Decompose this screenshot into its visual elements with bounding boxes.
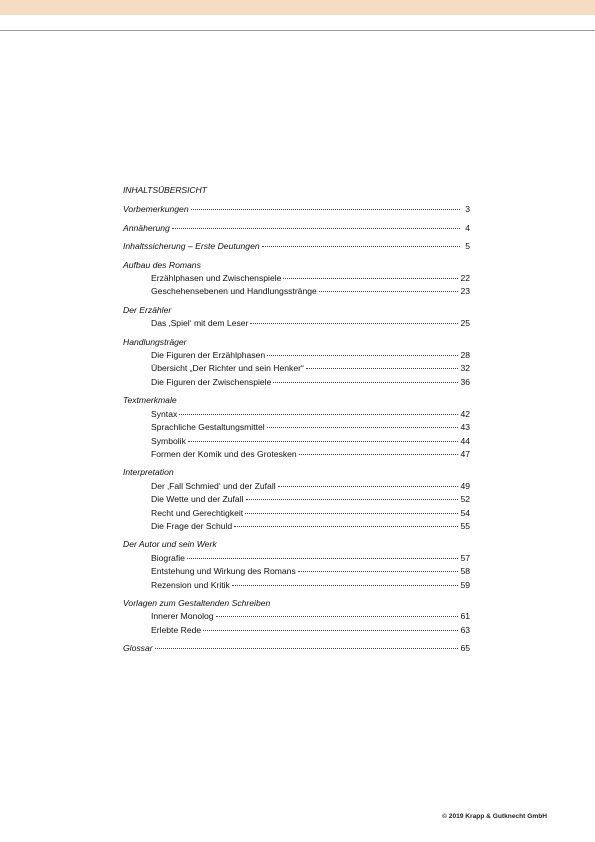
toc-entry-label: Die Figuren der Zwischenspiele bbox=[151, 376, 272, 387]
toc-entry[interactable] bbox=[123, 435, 470, 448]
toc-entry[interactable] bbox=[123, 222, 470, 235]
section-heading: Der Erzähler bbox=[123, 304, 172, 315]
header-rule bbox=[0, 30, 595, 31]
toc-page-number: 22 bbox=[460, 273, 470, 284]
toc-entry[interactable] bbox=[123, 520, 470, 533]
toc-section bbox=[123, 304, 470, 331]
toc-entry-label: Innerer Monolog bbox=[151, 611, 214, 622]
toc-entry[interactable] bbox=[123, 272, 470, 285]
dot-leader bbox=[306, 368, 459, 369]
toc-entry[interactable] bbox=[123, 642, 470, 655]
toc-section bbox=[123, 336, 470, 390]
dot-leader bbox=[232, 585, 459, 586]
toc-sections bbox=[123, 203, 470, 655]
dot-leader bbox=[172, 228, 460, 229]
dot-leader bbox=[191, 209, 460, 210]
toc-title: INHALTSÜBERSICHT bbox=[123, 185, 207, 195]
toc-page-number: 44 bbox=[460, 435, 470, 446]
toc-entry[interactable] bbox=[123, 493, 470, 506]
toc-page-number: 59 bbox=[460, 579, 470, 590]
toc-page-number: 55 bbox=[460, 520, 470, 531]
toc-entry-label: Entstehung und Wirkung des Romans bbox=[151, 566, 296, 577]
header-band bbox=[0, 0, 595, 15]
toc-section bbox=[123, 240, 470, 253]
dot-leader bbox=[246, 499, 459, 500]
toc-section bbox=[123, 597, 470, 637]
dot-leader bbox=[234, 526, 458, 527]
toc-entry[interactable] bbox=[123, 203, 470, 216]
dot-leader bbox=[262, 246, 460, 247]
toc-section bbox=[123, 203, 470, 216]
toc-entry[interactable] bbox=[123, 480, 470, 493]
toc-entry-label: Das ‚Spiel‘ mit dem Leser bbox=[151, 318, 249, 329]
toc-entry-label: Rezension und Kritik bbox=[151, 579, 230, 590]
toc-page-number: 42 bbox=[460, 408, 470, 419]
toc-section bbox=[123, 642, 470, 655]
toc-entry[interactable] bbox=[123, 579, 470, 592]
toc-page-number: 36 bbox=[460, 376, 470, 387]
toc-section bbox=[123, 538, 470, 592]
toc-page-number: 28 bbox=[460, 350, 470, 361]
dot-leader bbox=[188, 441, 459, 442]
dot-leader bbox=[319, 291, 459, 292]
toc-page-number: 25 bbox=[460, 318, 470, 329]
toc-entry-label: Inhaltssicherung – Erste Deutungen bbox=[123, 241, 260, 252]
toc-entry-label: Die Frage der Schuld bbox=[151, 520, 233, 531]
toc-entry-label: Der ‚Fall Schmied‘ und der Zufall bbox=[151, 480, 276, 491]
section-heading: Aufbau des Romans bbox=[123, 259, 201, 270]
section-heading: Vorlagen zum Gestaltenden Schreiben bbox=[123, 597, 271, 608]
toc-entry-label: Recht und Gerechtigkeit bbox=[151, 507, 244, 518]
section-heading: Interpretation bbox=[123, 467, 174, 478]
toc-entry[interactable] bbox=[123, 507, 470, 520]
toc-entry[interactable] bbox=[123, 317, 470, 330]
toc-entry[interactable] bbox=[123, 421, 470, 434]
toc-section bbox=[123, 466, 470, 533]
toc-entry[interactable] bbox=[123, 362, 470, 375]
toc-entry-label: Erlebte Rede bbox=[151, 624, 202, 635]
dot-leader bbox=[203, 630, 458, 631]
toc-entry[interactable] bbox=[123, 448, 470, 461]
toc-entry-label: Erzählphasen und Zwischenspiele bbox=[151, 273, 282, 284]
toc-entry-label: Vorbemerkungen bbox=[123, 204, 189, 215]
toc-entry-label: Glossar bbox=[123, 643, 153, 654]
dot-leader bbox=[250, 323, 458, 324]
toc-entry-label: Symbolik bbox=[151, 435, 186, 446]
section-heading: Textmerkmale bbox=[123, 395, 177, 406]
toc-section bbox=[123, 259, 470, 299]
toc-entry-label: Die Wette und der Zufall bbox=[151, 494, 244, 505]
toc-page-number: 3 bbox=[465, 204, 470, 215]
toc-page-number: 23 bbox=[460, 286, 470, 297]
toc-page-number: 58 bbox=[460, 566, 470, 577]
dot-leader bbox=[299, 454, 459, 455]
dot-leader bbox=[187, 558, 459, 559]
toc-page-number: 49 bbox=[460, 480, 470, 491]
toc-entry-label: Übersicht „Der Richter und sein Henker“ bbox=[151, 363, 304, 374]
toc-entry[interactable] bbox=[123, 408, 470, 421]
dot-leader bbox=[155, 648, 459, 649]
toc-entry[interactable] bbox=[123, 349, 470, 362]
toc-section bbox=[123, 394, 470, 461]
toc-page-number: 52 bbox=[460, 494, 470, 505]
dot-leader bbox=[278, 486, 459, 487]
dot-leader bbox=[298, 571, 459, 572]
dot-leader bbox=[267, 355, 458, 356]
dot-leader bbox=[267, 427, 459, 428]
copyright-footer: © 2019 Krapp & Gutknecht GmbH bbox=[442, 813, 547, 820]
toc-entry[interactable] bbox=[123, 240, 470, 253]
toc-entry-label: Biografie bbox=[151, 552, 185, 563]
toc-entry[interactable] bbox=[123, 610, 470, 623]
toc-page-number: 43 bbox=[460, 422, 470, 433]
dot-leader bbox=[216, 616, 459, 617]
dot-leader bbox=[245, 513, 458, 514]
toc-entry-label: Annäherung bbox=[123, 222, 170, 233]
toc-entry[interactable] bbox=[123, 376, 470, 389]
toc-page-number: 61 bbox=[460, 611, 470, 622]
toc-page-number: 57 bbox=[460, 552, 470, 563]
toc-entry[interactable] bbox=[123, 285, 470, 298]
toc-page-number: 4 bbox=[465, 222, 470, 233]
toc-entry[interactable] bbox=[123, 624, 470, 637]
toc-page-number: 47 bbox=[460, 448, 470, 459]
toc-page-number: 32 bbox=[460, 363, 470, 374]
toc-entry-label: Geschehensebenen und Handlungsstränge bbox=[151, 286, 317, 297]
toc-entry-label: Sprachliche Gestaltungsmittel bbox=[151, 422, 265, 433]
dot-leader bbox=[179, 414, 458, 415]
section-heading: Handlungsträger bbox=[123, 336, 187, 347]
toc-entry-label: Syntax bbox=[151, 408, 178, 419]
dot-leader bbox=[273, 382, 458, 383]
dot-leader bbox=[283, 278, 458, 279]
toc-section bbox=[123, 222, 470, 235]
toc-page-number: 5 bbox=[465, 241, 470, 252]
toc-entry-label: Die Figuren der Erzählphasen bbox=[151, 350, 266, 361]
toc-page-number: 65 bbox=[460, 643, 470, 654]
toc-page-number: 54 bbox=[460, 507, 470, 518]
table-of-contents bbox=[123, 184, 470, 661]
toc-page-number: 63 bbox=[460, 624, 470, 635]
section-heading: Der Autor und sein Werk bbox=[123, 539, 217, 550]
toc-entry-label: Formen der Komik und des Grotesken bbox=[151, 448, 297, 459]
toc-entry[interactable] bbox=[123, 552, 470, 565]
toc-entry[interactable] bbox=[123, 565, 470, 578]
